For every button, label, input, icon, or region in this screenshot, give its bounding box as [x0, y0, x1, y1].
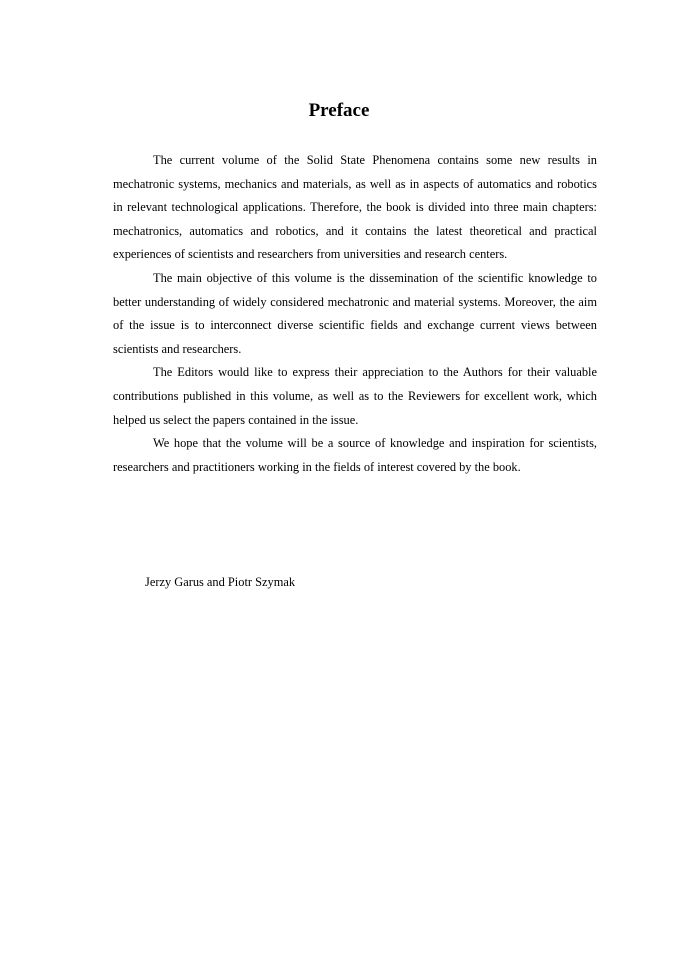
paragraph-2: The main objective of this volume is the dissemination of the scientific knowledge to better understanding of widely considered mechatronic and material systems. Moreover, the aim of the issue is to interconnect diverse scientific fields and exchange current views between scientists and researchers. [113, 270, 597, 356]
paragraph-1: The current volume of the Solid State Phenomena contains some new results in mechatronic systems, mechanics and materials, as well as in aspects of automatics and robotics in relevant technological applications. Therefore, the book is divided into three main chapters: mechatronics, automatics and robotics, and it contains the latest theoretical and practical experiences of scientists and researchers from universities and research centers. [113, 153, 597, 262]
page-title: Preface [308, 100, 370, 121]
paragraph-3: The Editors would like to express their appreciation to the Authors for their valuable contributions published in this volume, as well as to the Reviewers for excellent work, which helped us select the papers contained in the issue. [113, 365, 597, 427]
preface-body [113, 149, 597, 479]
paragraph-4: We hope that the volume will be a source of knowledge and inspiration for scientists, researchers and practitioners working in the fields of interest covered by the book. [113, 436, 597, 474]
editors-signature: Jerzy Garus and Piotr Szymak [145, 575, 296, 589]
